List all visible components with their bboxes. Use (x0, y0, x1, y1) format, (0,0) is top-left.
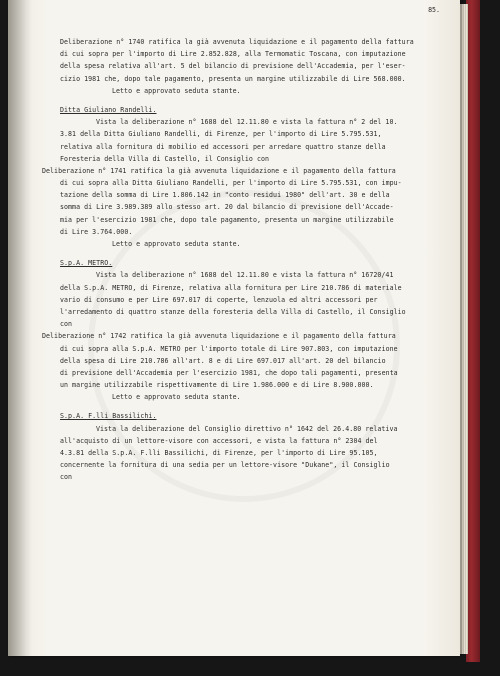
text-line: Deliberazione n° 1741 ratifica la già avvenuta liquidazione e il pagamento della fattura (42, 166, 396, 175)
text-line: della S.p.A. METRO, di Firenze, relativa alla fornitura per Lire 210.786 di materiale (60, 283, 402, 292)
text-line: tazione della somma di Lire 1.806.142 in "conto residui 1980" dell'art. 30 e della (60, 191, 390, 200)
text-line: l'arredamento di quattro stanze della foresteria della Villa di Castello, il Consiglio (60, 307, 406, 316)
text-line: 4.3.81 della S.p.A. F.lli Bassilichi, di Firenze, per l'importo di Lire 95.105, (60, 449, 378, 457)
section-gap (60, 97, 440, 104)
document-text (42, 36, 440, 484)
text-line: vario di consumo e per Lire 697.017 di coperte, lenzuola ed altri accessori per (60, 295, 378, 304)
section-heading: S.p.A. METRO. (60, 259, 113, 268)
section-gap (60, 403, 440, 410)
text-line: Letto e approvato seduta stante. (112, 86, 241, 95)
text-line: di previsione dell'Accademia per l'esercizio 1981, che dopo tali pagamenti, presenta (60, 368, 398, 377)
text-line: Vista la deliberazione n° 1688 del 12.11.80 e vista la fattura n° 2 del 10. (96, 118, 398, 127)
text-line: Deliberazione n° 1742 ratifica la già avvenuta liquidazione e il pagamento della fattura (42, 332, 396, 341)
text-line: con (60, 320, 73, 329)
text-line: di cui sopra per l'importo di Lire 2.852.828, alla Termomatic Toscana, con imputazione (60, 50, 406, 59)
section-heading: Ditta Giuliano Randelli. (60, 105, 157, 114)
text-line: Foresteria della Villa di Castello, il Consiglio con (60, 154, 270, 163)
spine-shadow (8, 0, 32, 656)
text-line: all'acquisto di un lettore-visore con accessori, e vista la fattura n° 2304 del (60, 436, 378, 445)
text-line: somma di Lire 3.989.389 allo stesso art. 20 dal bilancio di previsione dell'Accade- (60, 203, 394, 212)
text-line: Letto e approvato seduta stante. (112, 240, 241, 248)
page-number: 85. (428, 6, 440, 14)
document-page (8, 0, 460, 656)
section-heading: S.p.A. F.lli Bassilichi. (60, 412, 157, 421)
text-line: cizio 1981 che, dopo tale pagamento, presenta un margine utilizzabile di Lire 568.000. (60, 74, 406, 83)
text-line: della spesa relativa all'art. 5 del bilancio di previsione dell'Accademia, per l'eser- (60, 62, 406, 71)
text-line: Vista la deliberazione del Consiglio direttivo n° 1642 del 26.4.80 relativa (96, 424, 398, 433)
text-line: della spesa di Lire 210.786 all'art. 8 e di Lire 697.017 all'art. 20 del bilancio (60, 356, 386, 365)
text-line: Vista la deliberazione n° 1688 del 12.11.80 e vista la fattura n° 16720/41 (96, 271, 394, 280)
text-line: relativa alla fornitura di mobilio ed accessori per arredare quattro stanze della (60, 142, 386, 151)
text-line: mia per l'esercizio 1981 che, dopo tale pagamento, presenta un margine utilizzabile (60, 215, 394, 224)
text-line: di cui sopra alla Ditta Giuliano Randelli, per l'importo di Lire 5.795.531, con impu- (60, 179, 402, 188)
red-cover-edge (466, 0, 480, 662)
text-line: concernente la fornitura di una sedia per un lettore-visore "Dukane", il Consiglio (60, 461, 390, 470)
text-line: con (60, 473, 73, 482)
text-line: Letto e approvato seduta stante. (112, 393, 241, 402)
text-line: Deliberazione n° 1740 ratifica la già avvenuta liquidazione e il pagamento della fattura (60, 38, 414, 46)
section-gap (60, 250, 440, 257)
text-line: un margine utilizzabile rispettivamente di Lire 1.986.000 e di Lire 8.900.000. (60, 381, 374, 390)
text-line: di Lire 3.764.000. (60, 227, 133, 236)
text-line: di cui sopra alla S.p.A. METRO per l'importo totale di Lire 907.803, con imputazione (60, 344, 398, 353)
text-line: 3.81 della Ditta Giuliano Randelli, di Firenze, per l'importo di Lire 5.795.531, (60, 130, 382, 139)
